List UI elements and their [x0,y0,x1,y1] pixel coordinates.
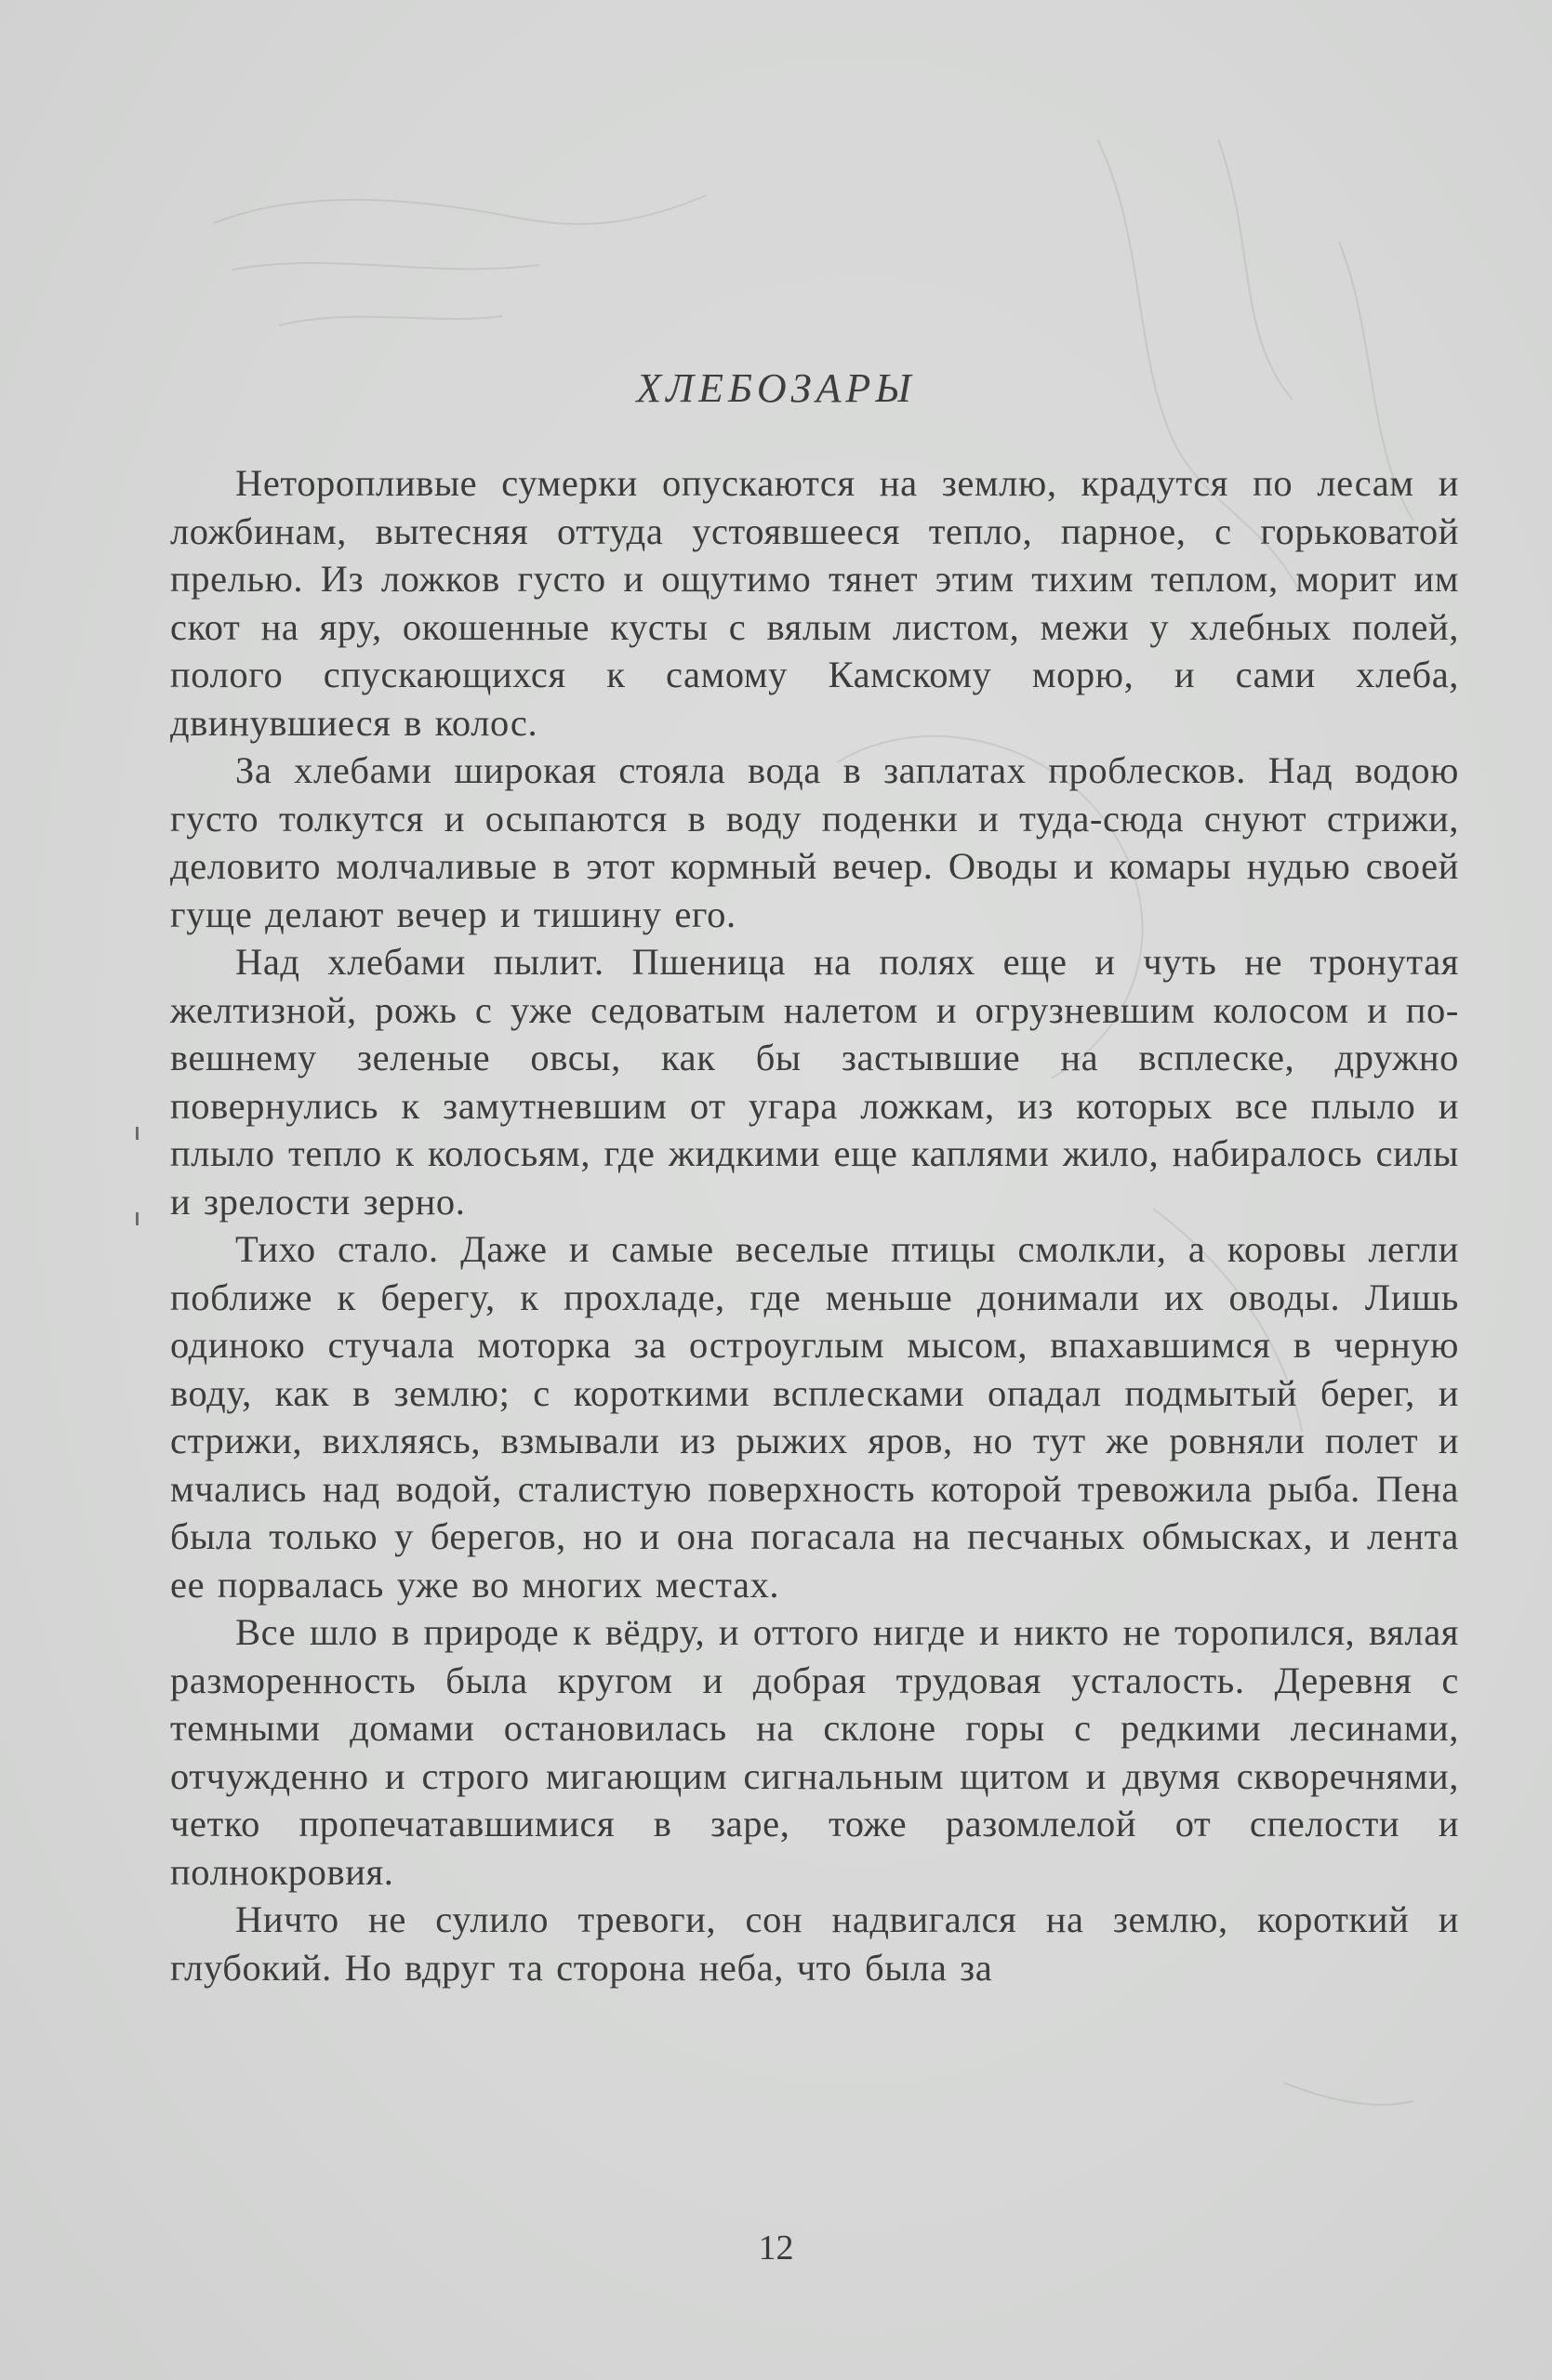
page-number: 12 [758,2228,794,2268]
paragraph-5: Все шло в природе к вёдру, и оттого нигде и никто не торопился, вялая разморенность была кругом и добрая трудовая усталость. Деревня с темными домами остановилась на склоне горы с редкими лесинами, отчужденно и строго мигающим сигнальным щитом и двумя скворечнями, четко пропечатавшимися в заре, тоже разомлелой от спелости и полнокровия. [170,1611,1459,1893]
paragraph-6: Ничто не сулило тревоги, сон надвигался на землю, короткий и глубокий. Но вдруг та сторона неба, что была за [170,1898,1459,1989]
paragraph-2: За хлебами широкая стояла вода в заплатах проблесков. Над водою густо толкутся и осыпаются в воду поденки и туда-сюда снуют стрижи, деловито молчаливые в этот кормный вечер. Оводы и комары нудью своей гуще делают вечер и тишину его. [170,749,1459,935]
paragraph-1: Неторопливые сумерки опускаются на землю, крадутся по лесам и ложбинам, вытесняя оттуда устоявшееся тепло, парное, с горьковатой прелью. Из ложков густо и ощутимо тянет этим тихим теплом, морит им скот на яру, окошенные кусты с вялым листом, межи у хлебных полей, полого спускающихся к самому Камскому морю, и сами хлеба, двинувшиеся в колос. [170,462,1459,744]
paragraph-3: Над хлебами пылит. Пшеница на полях еще и чуть не тронутая желтизной, рожь с уже седоватым налетом и огрузневшим колосом и по-вешнему зеленые овсы, как бы застывшие на всплеске, дружно повернулись к замутневшим от угара ложкам, из которых все плыло и плыло тепло к колосьям, где жидкими еще каплями жило, набиралось силы и зрелости зерно. [170,941,1459,1223]
margin-mark [136,1212,139,1225]
chapter-title: ХЛЕБОЗАРЫ [636,365,916,411]
body-text [170,459,1459,1991]
paragraph-4: Тихо стало. Даже и самые веселые птицы смолкли, а коровы легли поближе к берегу, к прохладе, где меньше донимали их оводы. Лишь одиноко стучала моторка за остроуглым мысом, впахавшимся в черную воду, как в землю; с короткими всплесками опадал подмытый берег, и стрижи, вихляясь, взмывали из рыжих яров, но тут же ровняли полет и мчались над водой, сталистую поверхность которой тревожила рыба. Пена была только у берегов, но и она погасала на песчаных обмысках, и лента ее порвалась уже во многих местах. [170,1228,1459,1606]
margin-mark [136,1127,139,1140]
